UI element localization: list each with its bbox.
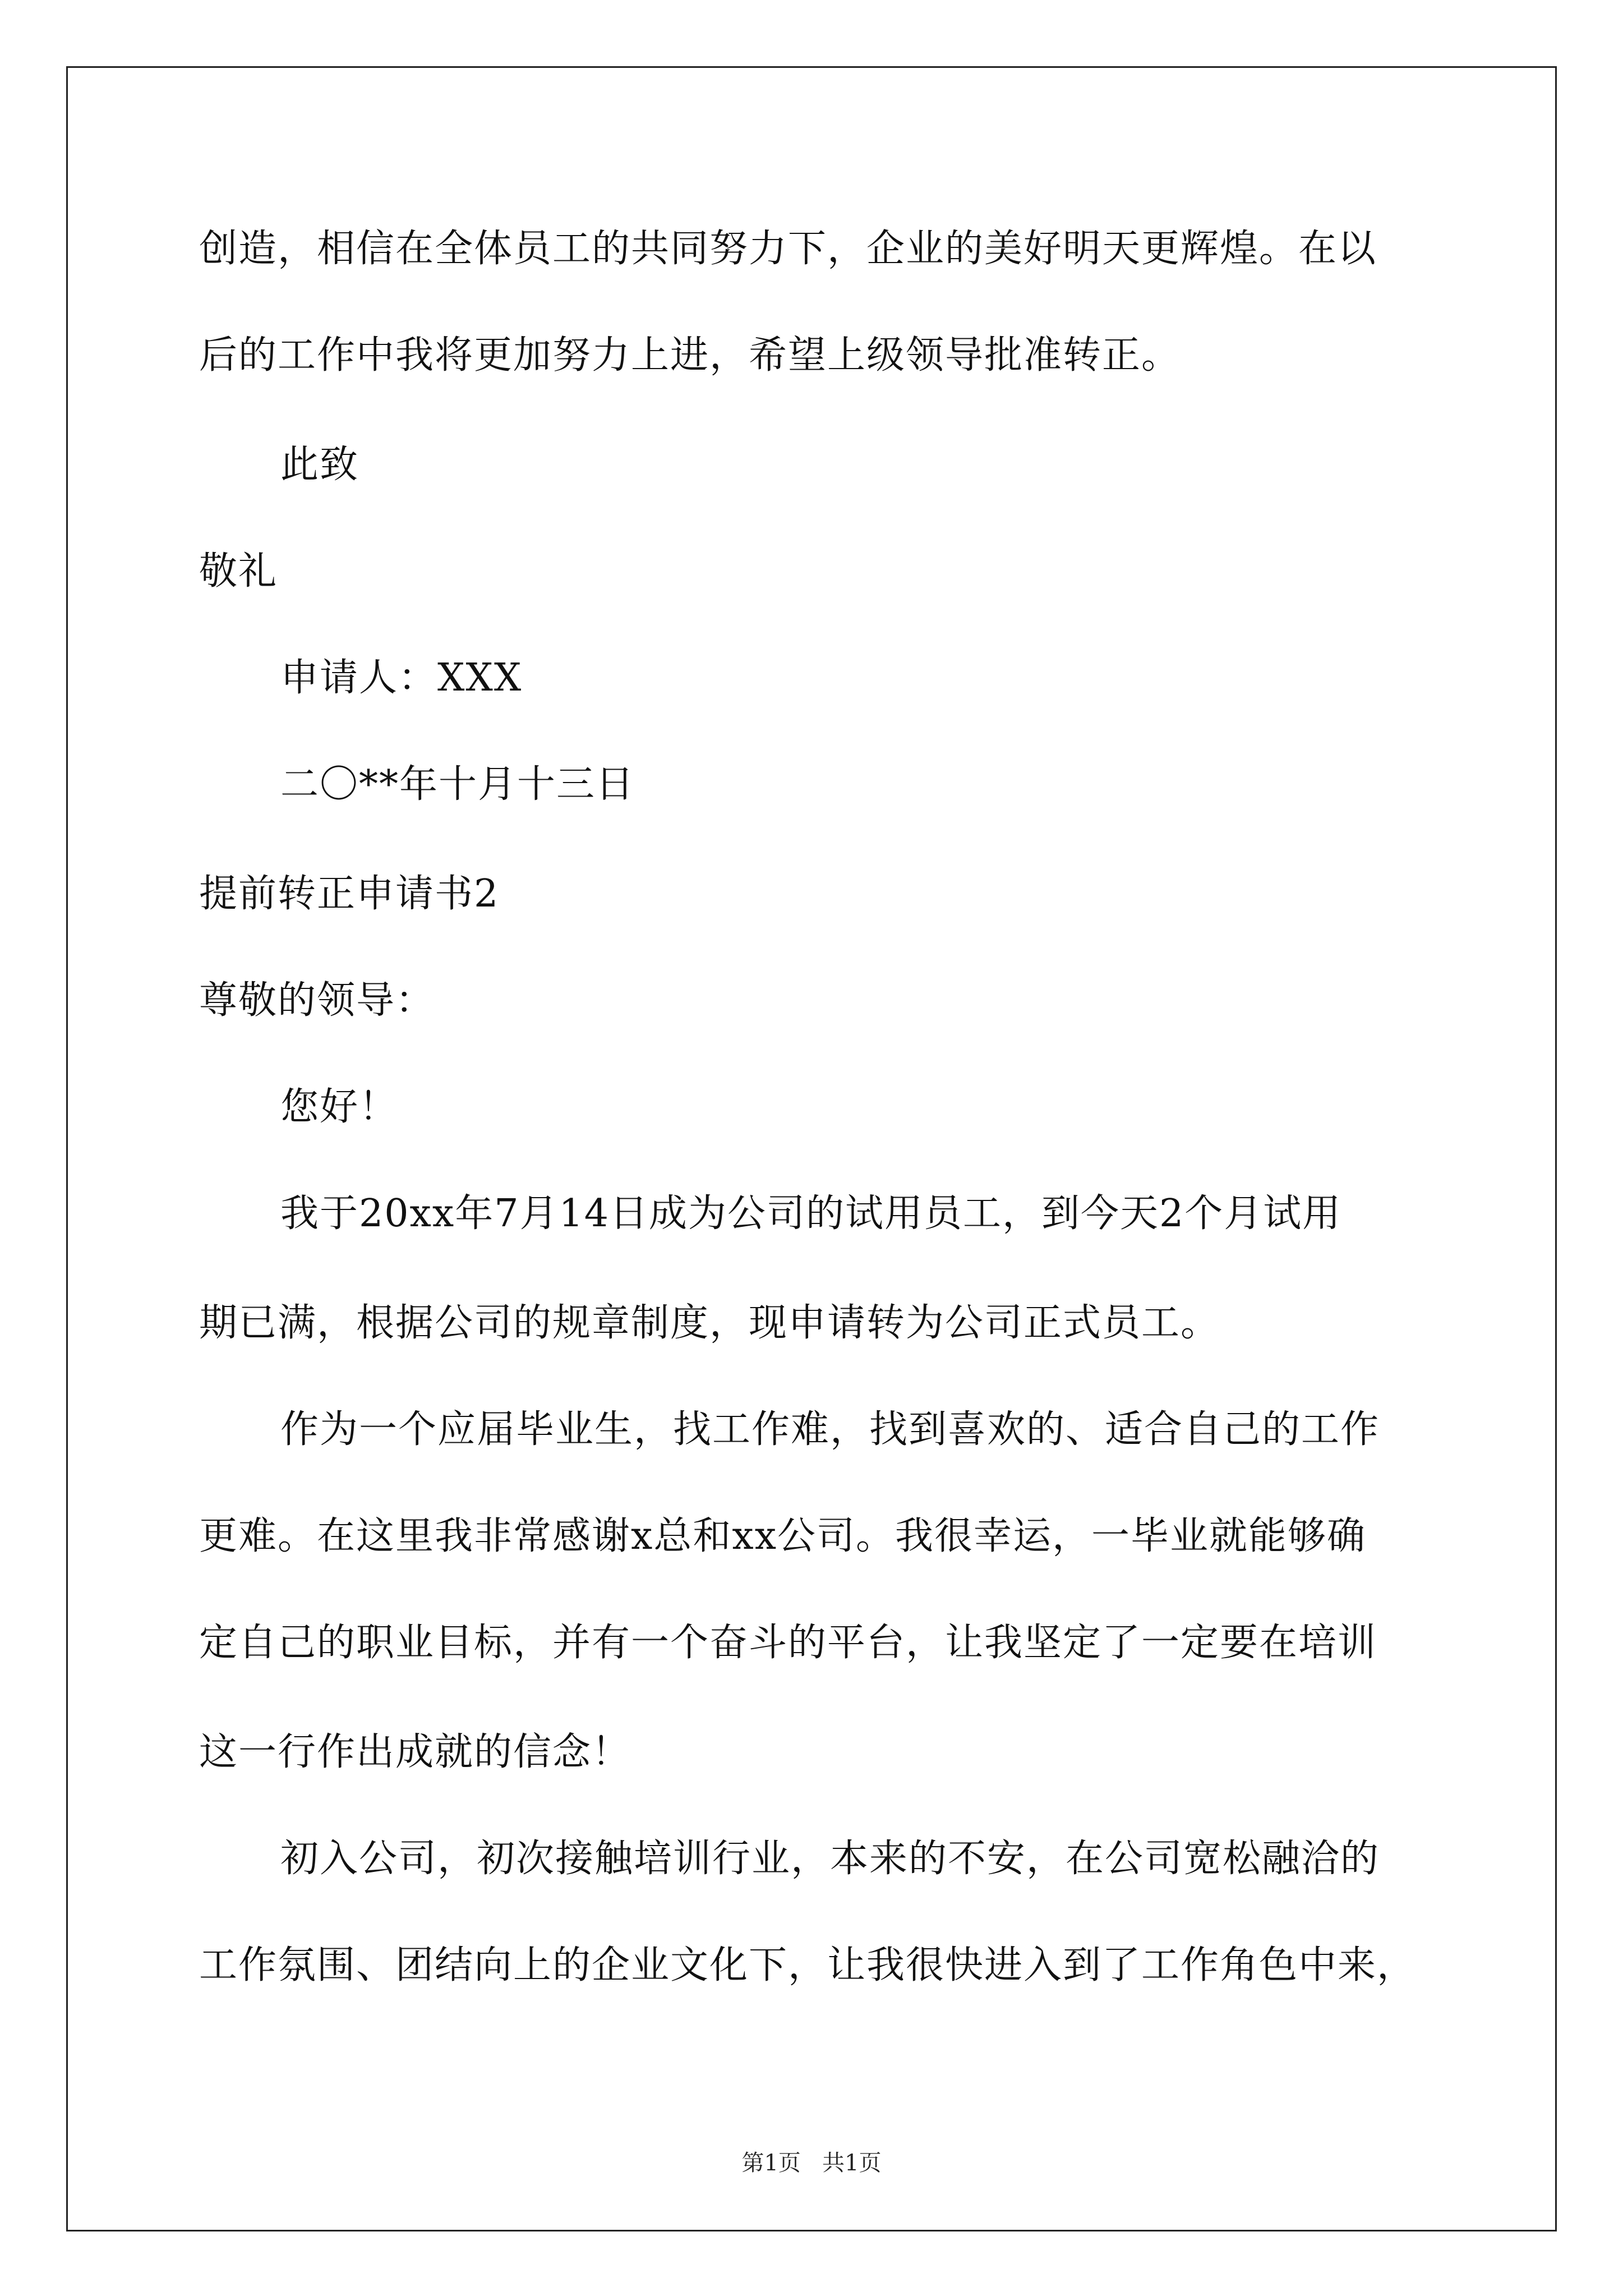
body-line-15: 这一行作出成就的信念！	[199, 1730, 631, 1774]
body-line-11: 期已满，根据公司的规章制度，现申请转为公司正式员工。	[199, 1301, 1220, 1345]
closing-salutation: 此致	[280, 443, 359, 487]
section-title: 提前转正申请书2	[199, 872, 500, 916]
greeting-recipient: 尊敬的领导：	[199, 978, 435, 1023]
body-line-16: 初入公司，初次接触培训行业，本来的不安，在公司宽松融洽的	[280, 1837, 1380, 1881]
body-line-13: 更难。在这里我非常感谢x总和xx公司。我很幸运，一毕业就能够确	[199, 1514, 1367, 1558]
applicant-name: 申请人：XXX	[280, 656, 523, 700]
signature-date: 二〇**年十月十三日	[280, 762, 635, 807]
body-line-1: 创造，相信在全体员工的共同努力下，企业的美好明天更辉煌。在以	[199, 227, 1377, 271]
body-line-17: 工作氛围、团结向上的企业文化下，让我很快进入到了工作角色中来，	[199, 1943, 1417, 1987]
closing-respect: 敬礼	[199, 549, 278, 593]
body-line-2: 后的工作中我将更加努力上进，希望上级领导批准转正。	[199, 333, 1181, 378]
body-line-12: 作为一个应届毕业生，找工作难，找到喜欢的、适合自己的工作	[280, 1407, 1380, 1452]
body-line-10: 我于20xx年7月14日成为公司的试用员工，到今天2个月试用	[280, 1191, 1342, 1236]
greeting-hello: 您好！	[280, 1085, 399, 1129]
page-frame	[66, 66, 1557, 2231]
body-line-14: 定自己的职业目标，并有一个奋斗的平台，让我坚定了一定要在培训	[199, 1621, 1377, 1665]
page-number-footer: 第1页 共1页	[741, 2150, 882, 2176]
